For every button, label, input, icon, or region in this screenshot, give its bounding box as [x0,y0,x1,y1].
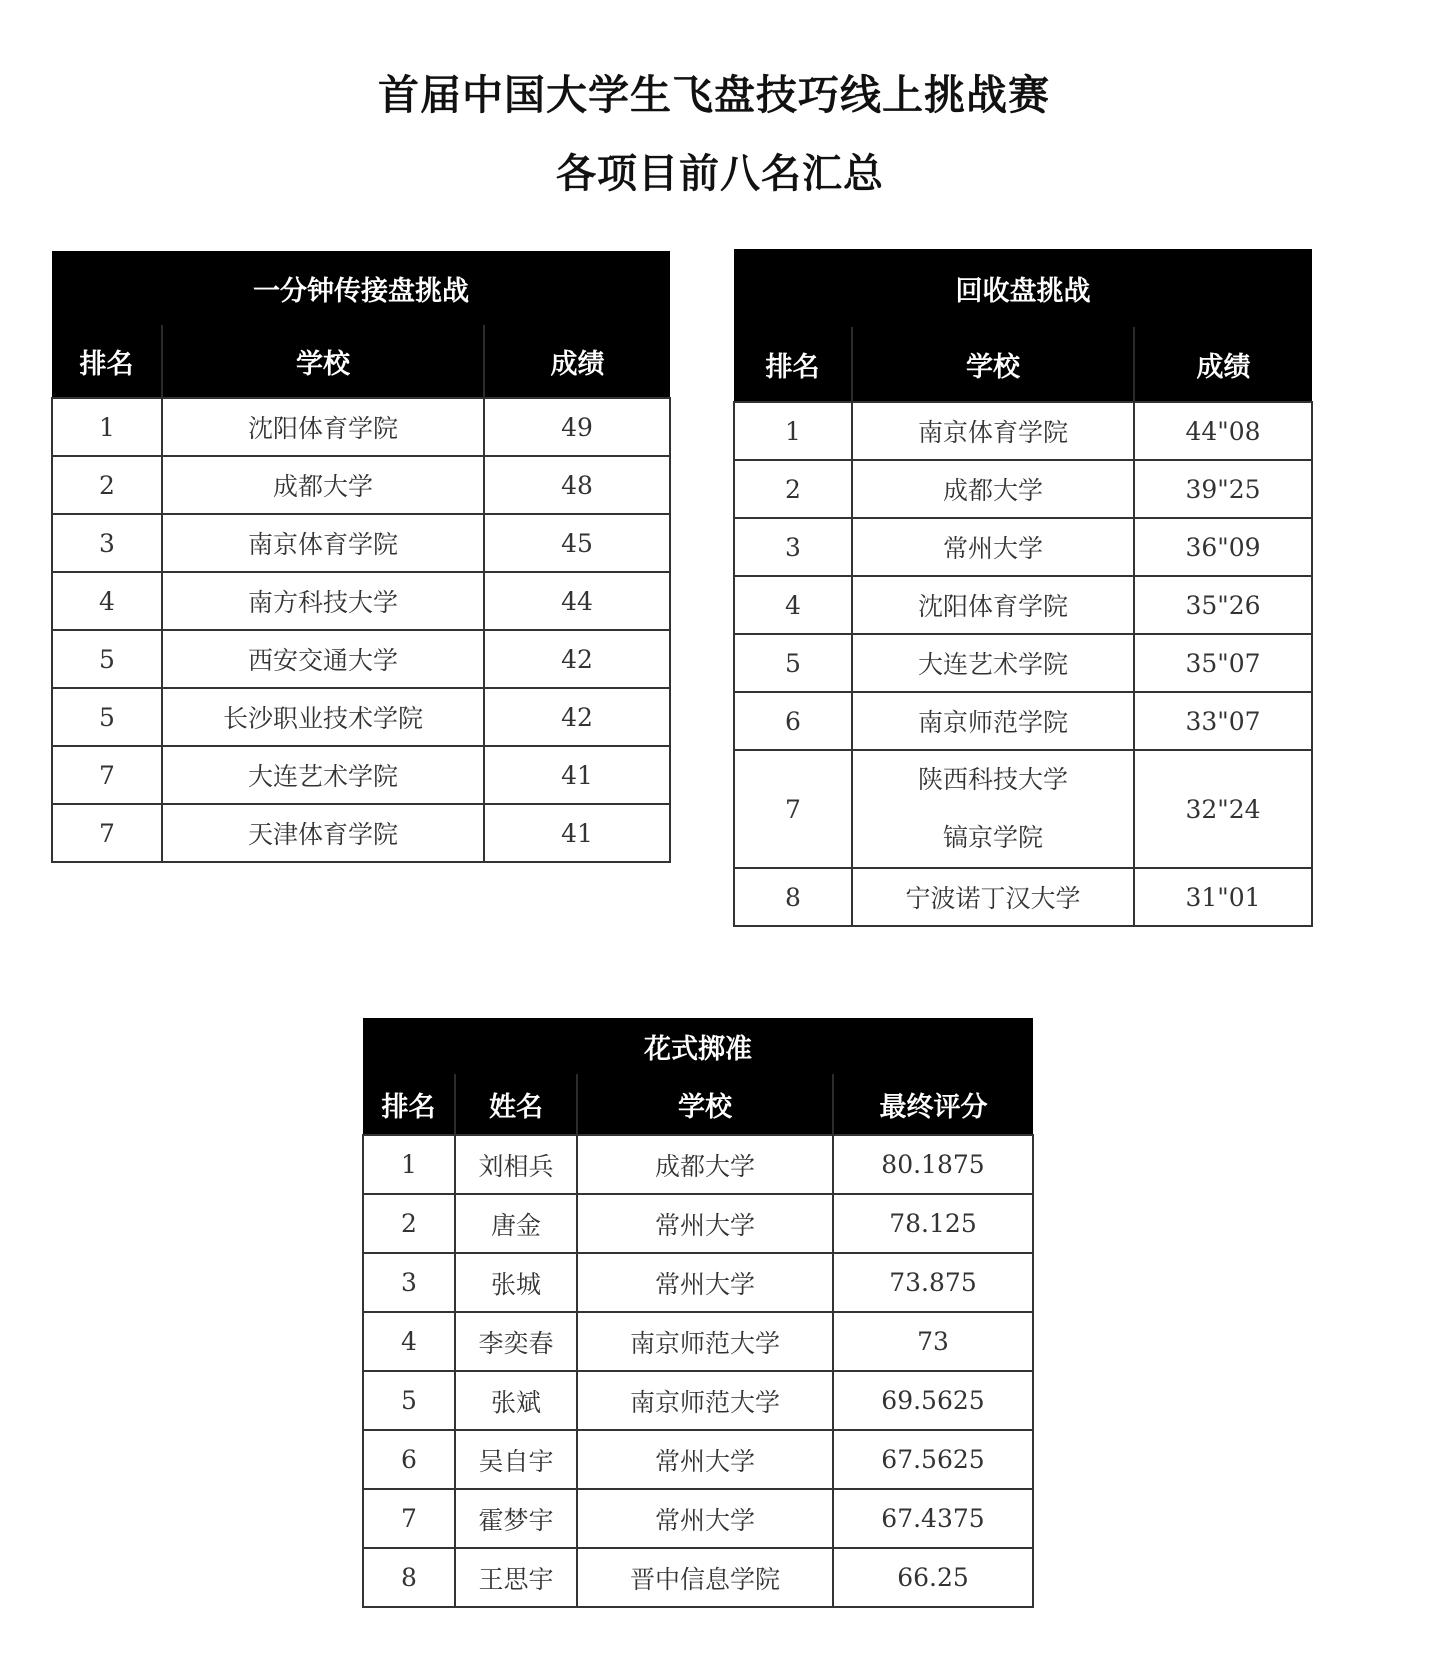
school-cell: 晋中信息学院 [577,1548,833,1607]
score-cell: 33"07 [1134,692,1312,750]
school-cell: 西安交通大学 [162,630,484,688]
school-cell: 宁波诺丁汉大学 [852,868,1134,926]
freestyle-table [362,1018,1034,1608]
column-header: 学校 [162,325,484,398]
school-cell: 南方科技大学 [162,572,484,630]
rank-cell: 2 [363,1194,455,1253]
score-cell: 41 [484,804,670,862]
rank-cell: 1 [363,1135,455,1194]
rank-cell: 4 [363,1312,455,1371]
score-cell: 42 [484,688,670,746]
column-header: 排名 [363,1074,455,1135]
table-row [363,1194,1033,1253]
rank-cell: 5 [52,688,162,746]
school-cell: 沈阳体育学院 [162,398,484,456]
table-row [363,1430,1033,1489]
school-cell: 常州大学 [577,1430,833,1489]
retrieve-table [733,249,1313,927]
school-cell: 成都大学 [162,456,484,514]
rank-cell: 1 [52,398,162,456]
pass-catch-table [51,251,671,863]
rank-cell: 3 [52,514,162,572]
score-cell: 44 [484,572,670,630]
table-caption: 一分钟传接盘挑战 [52,251,670,325]
school-cell: 大连艺术学院 [162,746,484,804]
rank-cell: 3 [363,1253,455,1312]
school-cell: 天津体育学院 [162,804,484,862]
rank-cell: 5 [734,634,852,692]
table-row [363,1253,1033,1312]
rank-cell: 7 [363,1489,455,1548]
rank-cell: 8 [363,1548,455,1607]
score-cell: 35"26 [1134,576,1312,634]
table-row [734,750,1312,868]
school-cell: 南京体育学院 [852,402,1134,460]
table-row [363,1548,1033,1607]
school-cell: 常州大学 [577,1194,833,1253]
score-cell: 66.25 [833,1548,1033,1607]
column-header: 成绩 [484,325,670,398]
name-cell: 王思宇 [455,1548,577,1607]
table-row [734,402,1312,460]
column-header: 最终评分 [833,1074,1033,1135]
table-row [52,572,670,630]
score-cell: 48 [484,456,670,514]
score-cell: 35"07 [1134,634,1312,692]
name-cell: 吴自宇 [455,1430,577,1489]
school-cell: 南京师范大学 [577,1312,833,1371]
table-row [52,630,670,688]
school-cell: 南京师范大学 [577,1371,833,1430]
table-row [52,456,670,514]
score-cell: 42 [484,630,670,688]
table-row [363,1135,1033,1194]
rank-cell: 7 [734,750,852,868]
score-cell: 49 [484,398,670,456]
school-cell: 常州大学 [577,1489,833,1548]
rank-cell: 7 [52,804,162,862]
table-row [52,804,670,862]
score-cell: 45 [484,514,670,572]
score-cell: 39"25 [1134,460,1312,518]
score-cell: 73 [833,1312,1033,1371]
table-row [52,398,670,456]
table-row [734,576,1312,634]
school-cell: 大连艺术学院 [852,634,1134,692]
rank-cell: 4 [734,576,852,634]
name-cell: 李奕春 [455,1312,577,1371]
score-cell: 32"24 [1134,750,1312,868]
rank-cell: 8 [734,868,852,926]
school-cell: 常州大学 [577,1253,833,1312]
score-cell: 78.125 [833,1194,1033,1253]
school-cell: 常州大学 [852,518,1134,576]
score-cell: 31"01 [1134,868,1312,926]
page-title: 首届中国大学生飞盘技巧线上挑战赛 [378,71,1050,119]
rank-cell: 7 [52,746,162,804]
rank-cell: 6 [734,692,852,750]
table-row [734,518,1312,576]
rank-cell: 5 [363,1371,455,1430]
table-row [52,514,670,572]
rank-cell: 6 [363,1430,455,1489]
table-row [363,1312,1033,1371]
school-cell: 沈阳体育学院 [852,576,1134,634]
name-cell: 刘相兵 [455,1135,577,1194]
table-row [363,1489,1033,1548]
table-row [363,1371,1033,1430]
score-cell: 67.5625 [833,1430,1033,1489]
table-row [52,688,670,746]
table-row [734,634,1312,692]
rank-cell: 1 [734,402,852,460]
table-row [734,868,1312,926]
score-cell: 69.5625 [833,1371,1033,1430]
rank-cell: 5 [52,630,162,688]
rank-cell: 2 [734,460,852,518]
school-cell: 南京师范学院 [852,692,1134,750]
rank-cell: 2 [52,456,162,514]
table-caption: 花式掷准 [363,1018,1033,1074]
table-row [734,692,1312,750]
name-cell: 唐金 [455,1194,577,1253]
column-header: 学校 [852,327,1134,402]
column-header: 成绩 [1134,327,1312,402]
name-cell: 张城 [455,1253,577,1312]
school-cell: 陕西科技大学 镐京学院 [852,750,1134,868]
school-cell: 南京体育学院 [162,514,484,572]
score-cell: 44"08 [1134,402,1312,460]
name-cell: 张斌 [455,1371,577,1430]
score-cell: 41 [484,746,670,804]
table-row [52,746,670,804]
page-subtitle: 各项目前八名汇总 [556,151,884,197]
school-cell: 成都大学 [852,460,1134,518]
column-header: 学校 [577,1074,833,1135]
column-header: 排名 [52,325,162,398]
school-cell: 成都大学 [577,1135,833,1194]
table-caption: 回收盘挑战 [734,249,1312,327]
name-cell: 霍梦宇 [455,1489,577,1548]
score-cell: 73.875 [833,1253,1033,1312]
table-row [734,460,1312,518]
column-header: 排名 [734,327,852,402]
school-cell: 长沙职业技术学院 [162,688,484,746]
score-cell: 67.4375 [833,1489,1033,1548]
column-header: 姓名 [455,1074,577,1135]
score-cell: 80.1875 [833,1135,1033,1194]
score-cell: 36"09 [1134,518,1312,576]
rank-cell: 4 [52,572,162,630]
rank-cell: 3 [734,518,852,576]
